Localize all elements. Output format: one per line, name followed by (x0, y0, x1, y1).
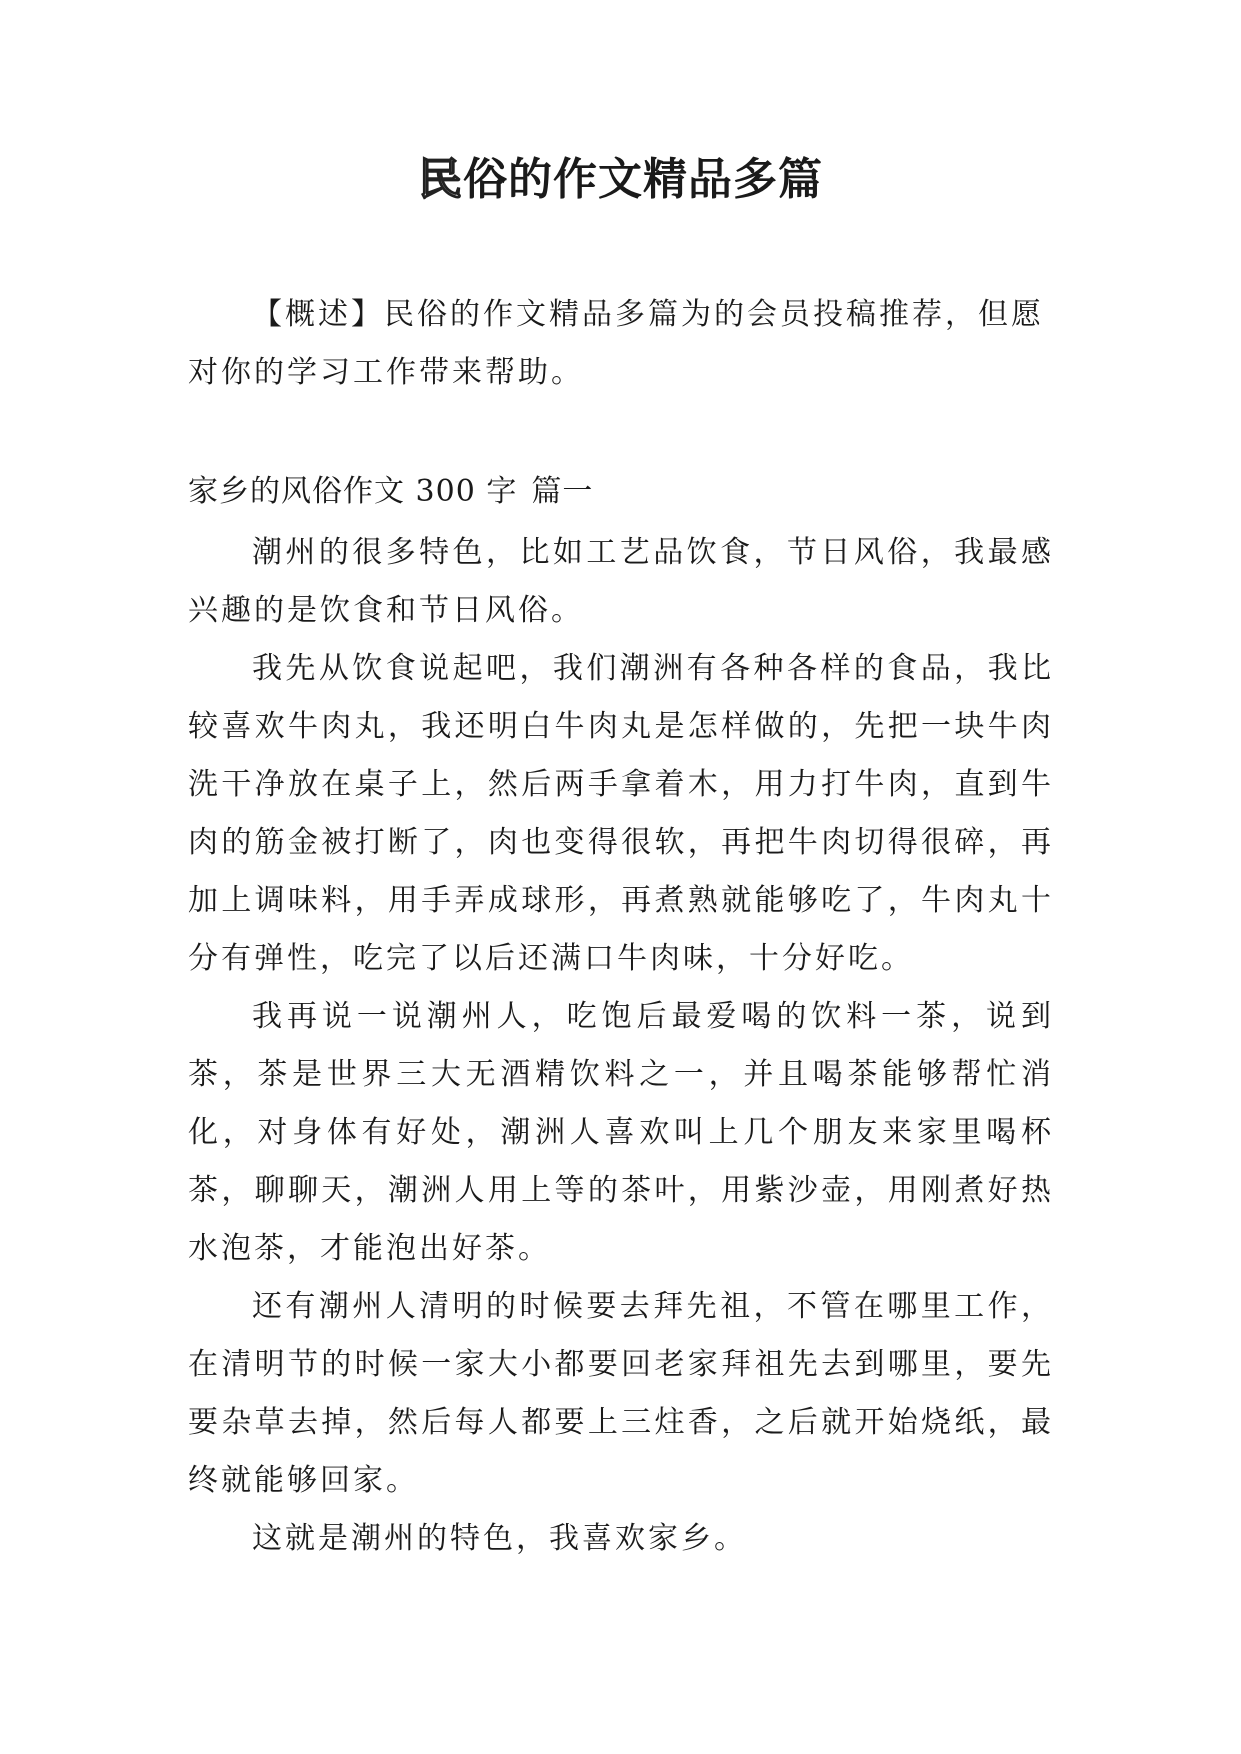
section-heading (188, 470, 1054, 514)
article-paragraph: 潮州的很多特色，比如工艺品饮食，节日风俗，我最感兴趣的是饮食和节日风俗。 (188, 535, 1054, 628)
title-rest: 俗的作文精品多篇 (463, 154, 823, 205)
article-paragraph: 我再说一说潮州人，吃饱后最爱喝的饮料一茶，说到茶，茶是世界三大无酒精饮料之一，并且喝茶能够帮忙消化，对身体有好处，潮洲人喜欢叫上几个朋友来家里喝杯茶，聊聊天，潮洲人用上等的茶叶，用紫沙壶，用刚煮好热水泡茶，才能泡出好茶。 (188, 999, 1054, 1266)
article-paragraph: 还有潮州人清明的时候要去拜先祖，不管在哪里工作，在清明节的时候一家大小都要回老家拜祖先去到哪里，要先要杂草去掉，然后每人都要上三炷香，之后就开始烧纸，最终就能够回家。 (188, 1289, 1054, 1498)
article-paragraph: 这就是潮州的特色，我喜欢家乡。 (252, 1521, 747, 1556)
section-heading-suffix: 篇一 (531, 474, 594, 509)
section-heading-main: 家乡的风俗作文 300 字 (188, 474, 518, 509)
summary-paragraph: 【概述】民俗的作文精品多篇为的会员投稿推荐，但愿对你的学习工作带来帮助。 (188, 297, 1044, 390)
title-first-char: 民 (418, 154, 463, 205)
article-body (188, 524, 1054, 1568)
document-title (0, 150, 1241, 210)
article-paragraph: 我先从饮食说起吧，我们潮洲有各种各样的食品，我比较喜欢牛肉丸，我还明白牛肉丸是怎样做的，先把一块牛肉洗干净放在桌子上，然后两手拿着木，用力打牛肉，直到牛肉的筋金被打断了，肉也变得很软，再把牛肉切得很碎，再加上调味料，用手弄成球形，再煮熟就能够吃了，牛肉丸十分有弹性，吃完了以后还满口牛肉味，十分好吃。 (188, 651, 1054, 976)
